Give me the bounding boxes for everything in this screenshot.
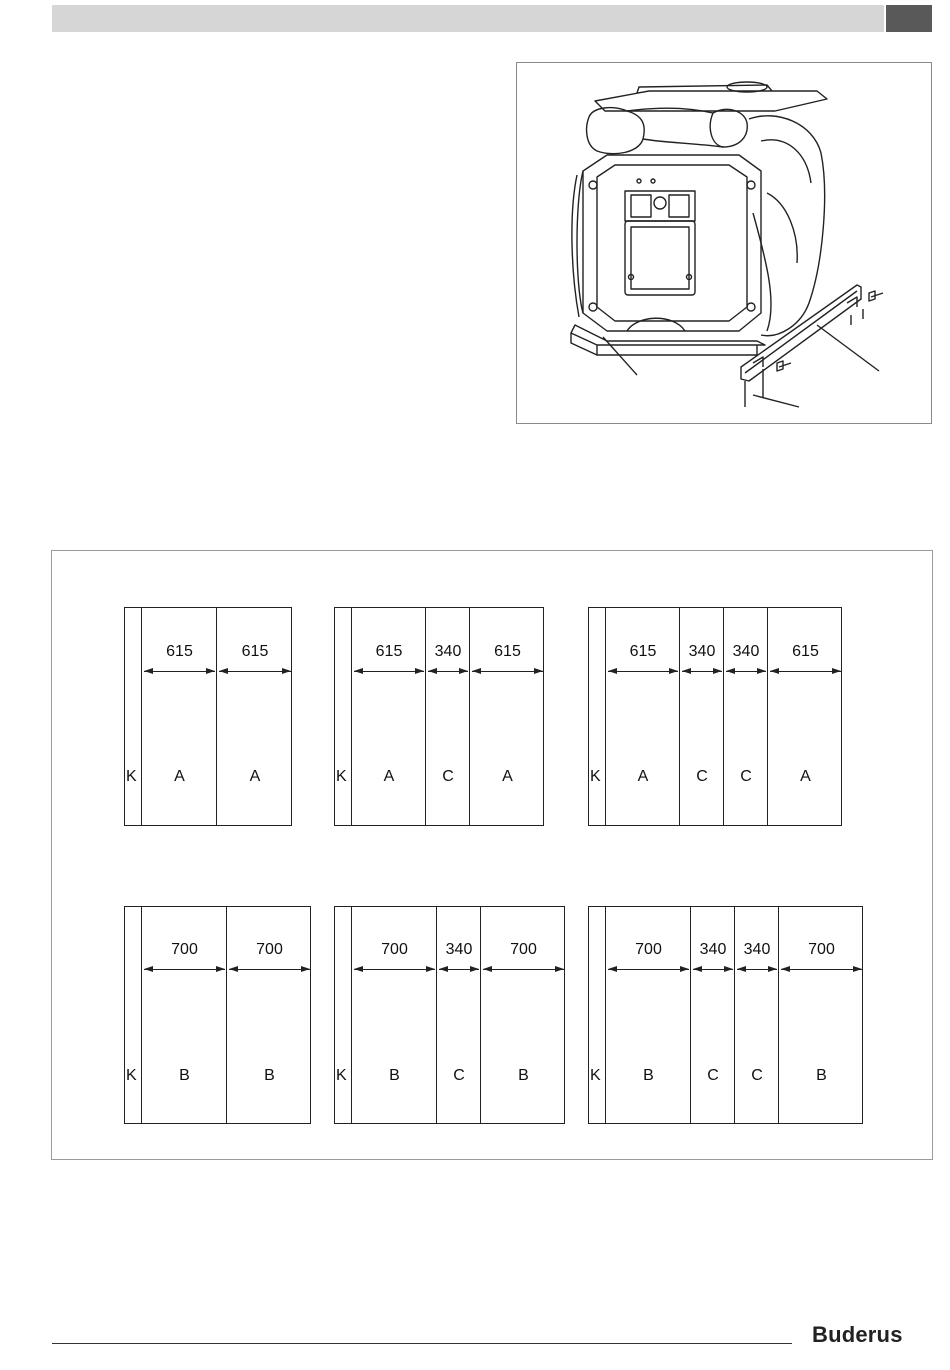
section-group <box>124 906 311 1124</box>
section-divider <box>425 608 426 825</box>
dimension-label: 340 <box>699 941 727 958</box>
dimension-arrow <box>726 671 766 672</box>
section-divider <box>436 907 437 1123</box>
section-type-letter: A <box>637 768 649 785</box>
section-type-letter: B <box>264 1067 275 1084</box>
footer-rule <box>52 1343 792 1344</box>
section-divider <box>734 907 735 1123</box>
header-tab <box>886 5 932 32</box>
dimension-label: 340 <box>732 643 760 660</box>
dimension-label: 700 <box>171 941 198 958</box>
dimension-label: 615 <box>166 643 193 660</box>
k-column-divider <box>605 608 606 825</box>
section-group <box>334 607 544 826</box>
section-divider <box>723 608 724 825</box>
section-type-letter: C <box>707 1067 719 1084</box>
dimension-label: 615 <box>629 643 657 660</box>
section-divider <box>469 608 470 825</box>
section-type-letter: B <box>179 1067 190 1084</box>
dimension-label: 700 <box>635 941 662 958</box>
boiler-module-k-label: K <box>336 768 347 785</box>
section-type-letter: A <box>249 768 261 785</box>
dimension-label: 340 <box>688 643 716 660</box>
section-type-letter: C <box>453 1067 465 1084</box>
section-divider <box>480 907 481 1123</box>
dimension-arrow <box>219 671 291 672</box>
dimension-label: 700 <box>256 941 283 958</box>
section-type-letter: B <box>643 1067 654 1084</box>
section-type-letter: B <box>389 1067 400 1084</box>
k-column-divider <box>141 608 142 825</box>
dimension-arrow <box>781 969 862 970</box>
dimension-label: 700 <box>808 941 835 958</box>
dimension-arrow <box>144 671 215 672</box>
dimension-label: 340 <box>434 643 462 660</box>
section-type-letter: B <box>816 1067 827 1084</box>
brand-logo: Buderus <box>812 1322 903 1347</box>
section-divider <box>778 907 779 1123</box>
section-type-letter: C <box>751 1067 763 1084</box>
dimension-arrow <box>354 969 435 970</box>
section-divider <box>690 907 691 1123</box>
dimension-label: 615 <box>375 643 403 660</box>
dimension-label: 615 <box>241 643 269 660</box>
boiler-block-on-rails-illustration <box>517 63 931 423</box>
dimension-arrow <box>608 671 678 672</box>
dimension-arrow <box>770 671 841 672</box>
dimension-arrow <box>354 671 424 672</box>
k-column-divider <box>351 608 352 825</box>
section-divider <box>679 608 680 825</box>
k-column-divider <box>605 907 606 1123</box>
dimension-label: 700 <box>381 941 408 958</box>
section-divider <box>226 907 227 1123</box>
dimension-arrow <box>682 671 722 672</box>
dimension-label: 340 <box>743 941 771 958</box>
dimension-arrow <box>439 969 479 970</box>
boiler-illustration-frame <box>516 62 932 424</box>
dimension-arrow <box>229 969 310 970</box>
section-group <box>124 607 292 826</box>
section-type-letter: A <box>174 768 185 785</box>
dimension-label: 700 <box>510 941 537 958</box>
section-type-letter: C <box>696 768 708 785</box>
dimension-label: 615 <box>792 643 819 660</box>
k-column-divider <box>141 907 142 1123</box>
boiler-module-k-label: K <box>590 768 601 785</box>
dimension-arrow <box>144 969 225 970</box>
boiler-module-k-label: K <box>590 1067 601 1084</box>
section-type-letter: B <box>518 1067 529 1084</box>
section-type-letter: A <box>502 768 513 785</box>
section-type-letter: C <box>442 768 454 785</box>
k-column-divider <box>351 907 352 1123</box>
section-group <box>588 906 863 1124</box>
section-type-letter: C <box>740 768 752 785</box>
header-bar <box>52 5 884 32</box>
section-type-letter: A <box>800 768 811 785</box>
dimension-arrow <box>428 671 468 672</box>
section-group <box>588 607 842 826</box>
dimension-arrow <box>608 969 689 970</box>
boiler-module-k-label: K <box>336 1067 347 1084</box>
dimension-arrow <box>472 671 543 672</box>
section-type-letter: A <box>383 768 395 785</box>
boiler-module-k-label: K <box>126 1067 137 1084</box>
section-divider <box>216 608 217 825</box>
dimension-label: 615 <box>494 643 521 660</box>
section-group <box>334 906 565 1124</box>
dimension-label: 340 <box>445 941 473 958</box>
dimension-arrow <box>737 969 777 970</box>
section-divider <box>767 608 768 825</box>
boiler-module-k-label: K <box>126 768 137 785</box>
dimension-arrow <box>483 969 564 970</box>
dimension-arrow <box>693 969 733 970</box>
